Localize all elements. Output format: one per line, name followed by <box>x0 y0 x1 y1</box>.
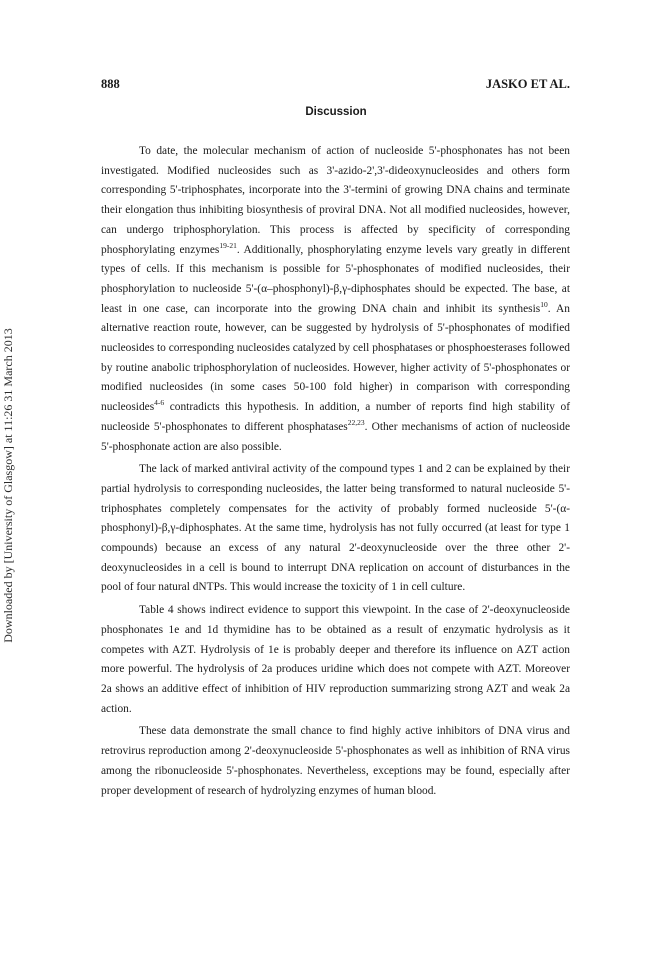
download-stamp <box>2 315 14 655</box>
text-run: contradicts this hypothesis. In addition, a number of reports find high stability of nucleoside 5'-phosphonates to different phosphatases <box>101 401 570 433</box>
running-head: JASKO ET AL. <box>485 77 570 91</box>
paragraph-conclusion <box>101 722 570 801</box>
citation: 10 <box>540 299 548 309</box>
citation: 4-6 <box>154 398 165 408</box>
text-run: The lack of marked antiviral activity of the compound types 1 and 2 can be explained by their partial hydrolysis to corresponding nucleosides, the latter being transformed to natural nucleoside 5'-triphosphates completely compensates for the activity of probably formed nucleoside 5'-(α-phosphonyl)-β,γ-diphosphates. At the same time, hydrolysis has not fully occurred (at least for type 1 compounds) because an excess of any natural 2'-deoxynucleoside over the three other 2'-deoxynucleosides in a cell is bound to interrupt DNA replication on account of disturbances in the pool of four natural dNTPs. This would increase the toxicity of 1 in cell culture. <box>101 463 570 594</box>
text-run: . Other mechanisms of action of nucleoside 5'-phosphonate action are also possible. <box>101 420 570 453</box>
paragraph-antiviral-activity <box>101 460 570 598</box>
paragraph-mechanism <box>101 142 570 457</box>
citation: 19-21 <box>219 240 237 250</box>
text-run: To date, the molecular mechanism of action of nucleoside 5'-phosphonates has not been investigated. Modified nucleosides such as 3'-azido-2',3'-dideoxynucleosides and others form corresponding 5'-triphosphates, incorporate into the 3'-termini of growing DNA chains and terminate their elongation thus inhibiting biosynthesis of proviral DNA. Not all modified nucleosides, however, can undergo triphosphorylation. This process is affected by specificity of corresponding phosphorylating enzymes <box>101 145 570 256</box>
text-run: These data demonstrate the small chance to find highly active inhibitors of DNA virus and retrovirus reproduction among 2'-deoxynucleoside 5'-phosphonates as well as inhibition of RNA virus among the ribonucleoside 5'-phosphonates. Nevertheless, exceptions may be found, especially after proper development of research of hydrolyzing enzymes of human blood. <box>101 725 570 797</box>
text-run: Table 4 shows indirect evidence to support this viewpoint. In the case of 2'-deoxynucleoside phosphonates 1e and 1d thymidine has to be obtained as a result of enzymatic hydrolysis as it competes with AZT. Hydrolysis of 1e is probably deeper and therefore its influence on AZT action more powerful. The hydrolysis of 2a produces uridine which does not compete with AZT. Moreover 2a shows an additive effect of inhibition of HIV reproduction summarizing strong AZT and weak 2a action. <box>101 604 570 715</box>
page-number: 888 <box>101 77 120 91</box>
section-heading: Discussion <box>305 106 367 118</box>
text-run: . Additionally, phosphorylating enzyme levels vary greatly in different types of cells. If this mechanism is possible for 5'-phosphonates of modified nucleosides, their phosphorylation to nucleoside 5'-(α–phosphonyl)-β,γ-diphosphates should be expected. The base, at least in one case, can incorporate into the growing DNA chain and inhibit its synthesis <box>101 243 570 315</box>
citation: 22,23 <box>347 417 365 427</box>
paragraph-table-4 <box>101 601 570 719</box>
download-stamp-text: Downloaded by [University of Glasgow] at 11:26 31 March 2013 <box>0 327 15 643</box>
body-text <box>101 142 570 801</box>
text-run: . An alternative reaction route, however, can be suggested by hydrolysis of 5'-phosphonates of modified nucleosides to corresponding nucleosides catalyzed by cell phosphatases or phosphoesterases followed by routine anabolic triphosphorylation of nucleosides. However, higher activity of 5'-phosphonates or modified nucleosides (in some cases 50-100 fold higher) in comparison with corresponding nucleosides <box>101 302 570 414</box>
